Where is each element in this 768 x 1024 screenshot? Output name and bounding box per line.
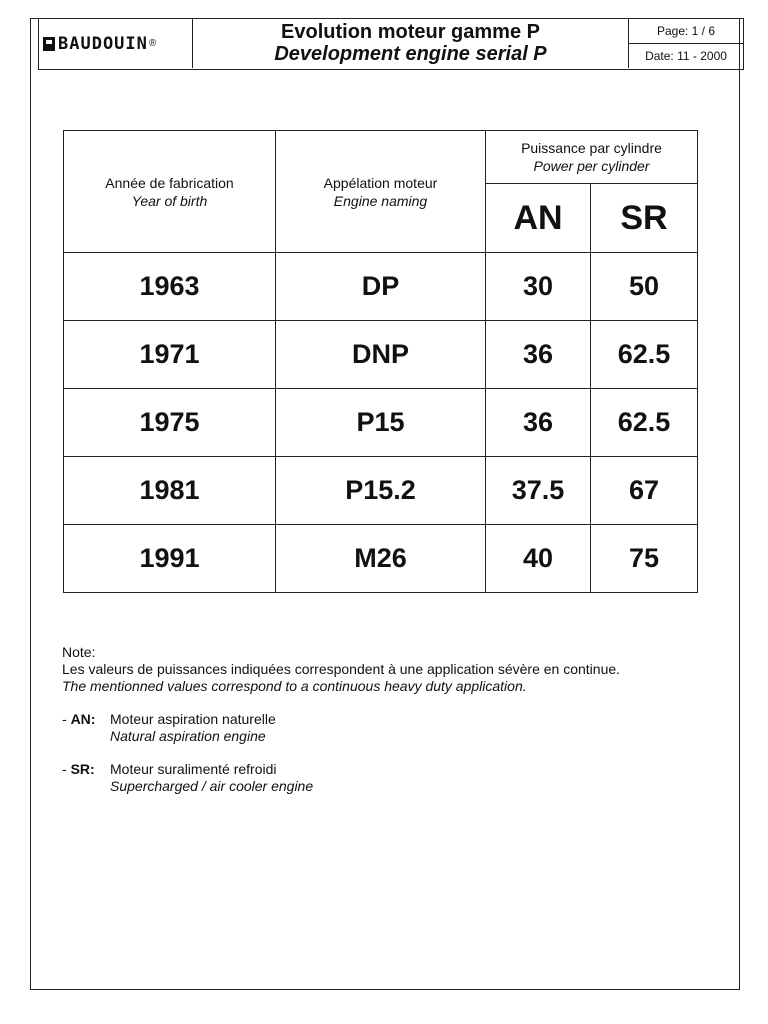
- baudouin-logo: [39, 19, 193, 68]
- logo-mark-icon: [43, 37, 55, 51]
- cell-an: 36: [486, 389, 591, 457]
- table-row: [64, 389, 698, 457]
- column-header-name: [276, 131, 486, 253]
- title-english: Development engine serial P: [274, 43, 547, 65]
- notes-section: [62, 644, 620, 795]
- abbr-an-english: Natural aspiration engine: [110, 728, 266, 744]
- cell-an: 37.5: [486, 457, 591, 525]
- engine-table: [63, 130, 698, 593]
- column-header-power-en: Power per cylinder: [533, 158, 650, 174]
- cell-an: 36: [486, 321, 591, 389]
- cell-sr: 75: [591, 525, 698, 593]
- note-label: Note:: [62, 644, 96, 660]
- abbr-sr-key: SR:: [70, 761, 95, 777]
- cell-engine-name: DNP: [276, 321, 486, 389]
- cell-year: 1963: [64, 253, 276, 321]
- cell-engine-name: DP: [276, 253, 486, 321]
- column-header-power-fr: Puissance par cylindre: [521, 140, 662, 156]
- column-header-name-fr: Appélation moteur: [323, 174, 438, 191]
- logo-text: BAUDOUIN: [58, 33, 148, 54]
- cell-engine-name: M26: [276, 525, 486, 593]
- column-header-an: AN: [486, 184, 591, 253]
- abbr-an-french: Moteur aspiration naturelle: [110, 711, 276, 727]
- abbr-sr-prefix: -: [62, 761, 71, 777]
- cell-engine-name: P15: [276, 389, 486, 457]
- column-header-sr: SR: [591, 184, 698, 253]
- cell-an: 30: [486, 253, 591, 321]
- cell-year: 1991: [64, 525, 276, 593]
- column-header-year: [64, 131, 276, 253]
- abbr-an-prefix: -: [62, 711, 71, 727]
- column-header-year-en: Year of birth: [131, 192, 208, 209]
- table-row: [64, 457, 698, 525]
- cell-year: 1975: [64, 389, 276, 457]
- table-row: [64, 253, 698, 321]
- table-row: [64, 321, 698, 389]
- table-row: [64, 525, 698, 593]
- abbreviation-an: [62, 711, 620, 745]
- note-french: Les valeurs de puissances indiquées correspondent à une application sévère en continue.: [62, 661, 621, 677]
- cell-sr: 62.5: [591, 321, 698, 389]
- title-french: Evolution moteur gamme P: [281, 21, 540, 43]
- cell-engine-name: P15.2: [276, 457, 486, 525]
- document-title: [193, 19, 629, 68]
- cell-year: 1971: [64, 321, 276, 389]
- cell-sr: 50: [591, 253, 698, 321]
- cell-sr: 62.5: [591, 389, 698, 457]
- page-number: Page: 1 / 6: [656, 24, 716, 38]
- abbr-sr-french: Moteur suralimenté refroidi: [110, 761, 277, 777]
- document-header: [38, 18, 744, 70]
- cell-an: 40: [486, 525, 591, 593]
- abbreviation-sr: [62, 761, 620, 795]
- abbr-an-key: AN:: [70, 711, 96, 727]
- cell-year: 1981: [64, 457, 276, 525]
- document-meta: [629, 19, 743, 68]
- cell-sr: 67: [591, 457, 698, 525]
- abbr-sr-english: Supercharged / air cooler engine: [110, 778, 314, 794]
- column-header-power: [486, 131, 698, 184]
- column-header-year-fr: Année de fabrication: [105, 174, 234, 191]
- column-header-name-en: Engine naming: [333, 192, 428, 209]
- document-date: Date: 11 - 2000: [629, 43, 743, 68]
- note-english: The mentionned values correspond to a continuous heavy duty application.: [62, 678, 527, 694]
- logo-registered: ®: [148, 38, 157, 49]
